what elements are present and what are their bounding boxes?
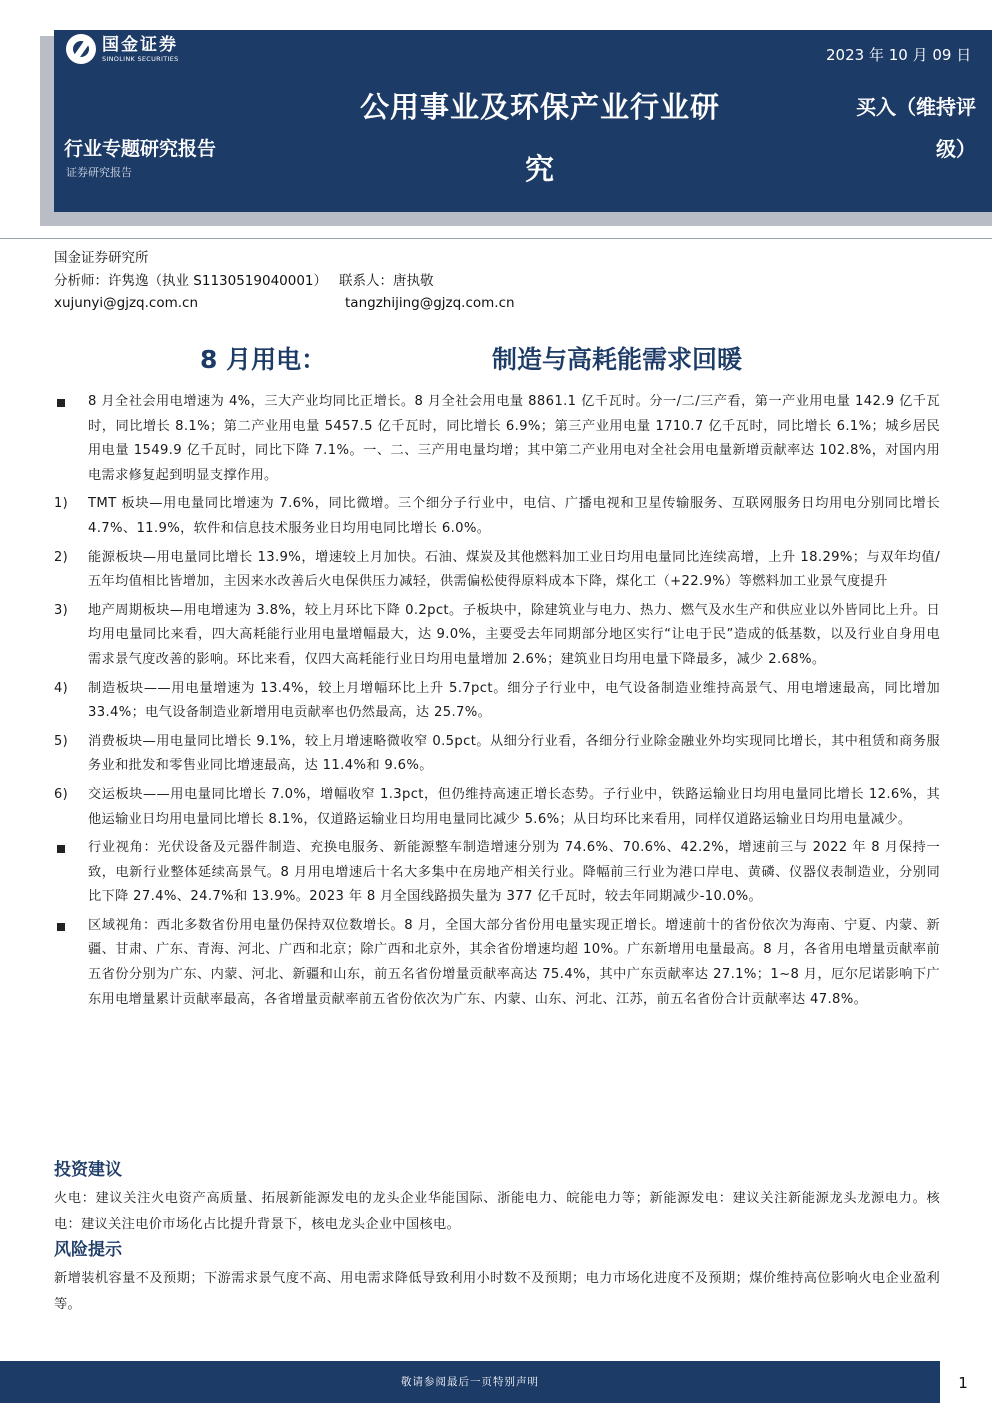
headline-part-1: 8 月用电： (200, 345, 327, 374)
report-date: 2023 年 10 月 09 日 (826, 46, 972, 64)
contact-email[interactable]: tangzhijing@gjzq.com.cn (345, 295, 515, 311)
analyst-row (54, 272, 434, 290)
list-item-number: 2) (54, 549, 69, 565)
risk-section (54, 1238, 940, 1318)
report-type: 行业专题研究报告 (64, 138, 217, 160)
list-item (54, 783, 940, 832)
list-item-number: 3) (54, 602, 69, 618)
rating-line-1: 买入（维持评 (856, 95, 976, 119)
list-item-text: 制造板块——用电量增速为 13.4%，较上月增幅环比上升 5.7pct。细分子行业中，电气设备制造业维持高景气、用电增速最高，同比增加 33.4%；电气设备制造业新增用电贡献率也仍然最高，达 25.7%。 (88, 680, 940, 721)
logo-icon (66, 34, 96, 64)
title-line-2: 究 (524, 152, 555, 186)
list-item (54, 390, 940, 488)
headline-part-2: 制造与高耗能需求回暖 (492, 345, 743, 374)
list-item-text: 行业视角：光伏设备及元器件制造、充换电服务、新能源整车制造增速分别为 74.6%、70.6%、42.2%，增速前三与 2022 年 8 月保持一致，电新行业整体延续高景气。8 月用电增速后十名大多集中在房地产相关行业。降幅前三行业为港口岸电、黄磷、仪器仪表制造业，分别同比下降 27.4%、24.7%和 13.9%。2023 年 8 月全国线路损失量为 377 亿千瓦时，较去年同期减少-10.0%。 (88, 840, 940, 905)
investment-advice-section (54, 1158, 940, 1238)
list-item (54, 492, 940, 541)
company-logo (66, 34, 179, 64)
footer-bar (0, 1361, 940, 1403)
list-item (54, 730, 940, 779)
rating-line-2: 级） (936, 137, 976, 161)
list-item (54, 546, 940, 595)
page-number: 1 (958, 1374, 968, 1392)
list-item-text: 交运板块——用电量同比增长 7.0%，增幅收窄 1.3pct，但仍维持高速正增长态势。子行业中，铁路运输业日均用电量同比增长 12.6%，其他运输业日均用电量同比增长 8.1%，仅道路运输业日均用电量同比减少 5.6%；从日均环比来看用，同样仅道路运输业日均用电量减少。 (88, 786, 940, 827)
list-item-number: 4) (54, 680, 69, 696)
list-item (54, 836, 940, 910)
section-body: 新增装机容量不及预期；下游需求景气度不高、用电需求降低导致利用小时数不及预期；电力市场化进度不及预期；煤价维持高位影响火电企业盈利等。 (54, 1271, 940, 1312)
analyst-name: 分析师：许隽逸（执业 S1130519040001） (54, 273, 328, 289)
footer-disclaimer: 敬请参阅最后一页特别声明 (401, 1376, 539, 1388)
investment-rating (828, 86, 976, 170)
list-item (54, 914, 940, 1012)
report-headline (0, 336, 992, 376)
list-item-text: 8 月全社会用电增速为 4%，三大产业均同比正增长。8 月全社会用电量 8861.1 亿千瓦时。分一/二/三产看，第一产业用电量 142.9 亿千瓦时，同比增长 8.1%；第二产业用电量 5457.5 亿千瓦时，同比增长 6.9%；第三产业用电量 1710.7 亿千瓦时，同比增长 6.1%；城乡居民用电量 1549.9 亿千瓦时，同比下降 7.1%。一、二、三产用电量均增；其中第二产业用电对全社会用电量新增贡献率达 102.8%，对国内用电需求修复起到明显支撑作用。 (88, 394, 940, 483)
list-item-number: 5) (54, 733, 69, 749)
summary-list (54, 390, 940, 1016)
analyst-email[interactable]: xujunyi@gjzq.com.cn (54, 295, 199, 311)
logo-name-en: SINOLINK SECURITIES (102, 55, 179, 63)
title-line-1: 公用事业及环保产业行业研 (359, 90, 720, 124)
list-item (54, 599, 940, 673)
section-heading: 风险提示 (54, 1240, 122, 1260)
list-item (54, 677, 940, 726)
section-body: 火电：建议关注火电资产高质量、拓展新能源发电的龙头企业华能国际、浙能电力、皖能电力等；新能源发电：建议关注新能源龙头龙源电力。核电：建议关注电价市场化占比提升背景下，核电龙头企业中国核电。 (54, 1191, 940, 1232)
contact-name: 联系人：唐执敬 (339, 273, 434, 289)
report-subtype: 证券研究报告 (66, 166, 132, 179)
document-title (310, 76, 770, 200)
list-item-text: 消费板块—用电量同比增长 9.1%，较上月增速略微收窄 0.5pct。从细分行业看，各细分行业除金融业外均实现同比增长，其中租赁和商务服务业和批发和零售业同比增速最高，达 11.4%和 9.6%。 (88, 733, 940, 774)
list-item-number: 6) (54, 786, 69, 802)
list-item-number: 1) (54, 496, 69, 512)
research-institute: 国金证券研究所 (54, 250, 149, 266)
list-item-text: TMT 板块—用电量同比增速为 7.6%，同比微增。三个细分子行业中，电信、广播电视和卫星传输服务、互联网服务日均用电分别同比增长 4.7%、11.9%，软件和信息技术服务业日均用电同比增长 6.0%。 (88, 496, 940, 536)
header-divider (0, 238, 992, 239)
list-item-text: 地产周期板块—用电增速为 3.8%，较上月环比下降 0.2pct。子板块中，除建筑业与电力、热力、燃气及水生产和供应业以外皆同比上升。日均用电量同比来看，四大高耗能行业用电量增幅最大，达 9.0%，主要受去年同期部分地区实行“让电于民”造成的低基数，以及行业自身用电需求景气度改善的影响。环比来看，仅四大高耗能行业日均用电量增加 2.6%；建筑业日均用电量下降最多，减少 2.68%。 (88, 602, 940, 667)
list-item-text: 能源板块—用电量同比增长 13.9%，增速较上月加快。石油、煤炭及其他燃料加工业日均用电量同比连续高增，上升 18.29%；与双年均值/五年均值相比皆增加，主因来水改善后火电保供压力减轻，供需偏松使得原料成本下降，煤化工（+22.9%）等燃料加工业景气度提升 (88, 549, 940, 590)
email-row (54, 294, 954, 312)
section-heading: 投资建议 (54, 1160, 122, 1180)
list-item-text: 区域视角：西北多数省份用电量仍保持双位数增长。8 月，全国大部分省份用电量实现正增长。增速前十的省份依次为海南、宁夏、内蒙、新疆、甘肃、广东、青海、河北、广西和北京；除广西和北京外，其余省份增速均超 10%。广东新增用电量最高。8 月，各省用电增量贡献率前五省份分别为广东、内蒙、河北、新疆和山东，前五名省份增量贡献率高达 75.4%，其中广东贡献率达 27.1%；1~8 月，厄尔尼诺影响下广东用电增量累计贡献率最高，各省增量贡献率前五省份依次为广东、内蒙、山东、河北、江苏，前五名省份合计贡献率达 47.8%。 (88, 917, 940, 1007)
logo-name-cn: 国金证券 (102, 35, 178, 55)
